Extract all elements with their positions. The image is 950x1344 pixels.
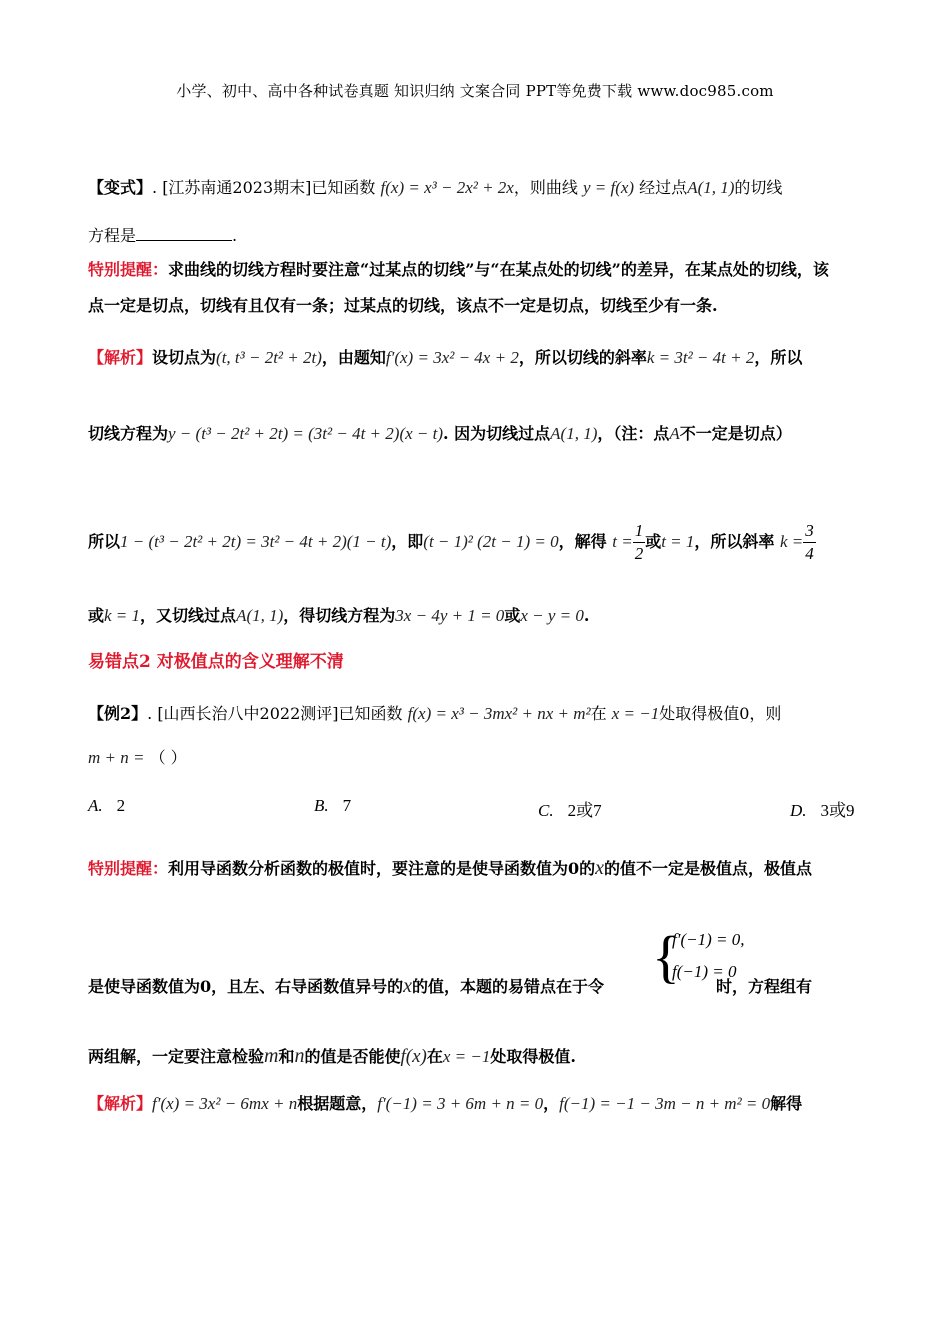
option-a[interactable]: [88, 796, 125, 816]
option-label: D.: [790, 801, 807, 820]
tip-label: 特别提醒：: [88, 859, 169, 878]
sol1-math: 3x − 4y + 1 = 0: [395, 606, 505, 625]
sol1-math: A(1, 1): [550, 424, 598, 443]
sol1-math: k = 3t² − 4t + 2: [646, 348, 755, 367]
sol1-math: x − y = 0: [520, 606, 584, 625]
option-label: C.: [538, 801, 554, 820]
sol2-math: f(−1) = −1 − 3m − n + m² = 0: [559, 1094, 771, 1113]
page-header: 小学、初中、高中各种试卷真题 知识归纳 文案合同 PPT等免费下载 www.doc985.com: [176, 82, 774, 100]
sol1-text: 切线方程为: [88, 424, 169, 443]
tip2-math: x: [595, 857, 605, 879]
sol1-text: ，所以: [754, 348, 803, 367]
example-question: m + n =: [88, 748, 145, 767]
fraction-one-half: [633, 520, 646, 565]
option-label: B.: [314, 796, 329, 815]
sol1-math: t = 1: [661, 532, 695, 551]
sol2-math: f′(x) = 3x² − 6mx + n: [152, 1094, 298, 1113]
tip2-line-1: [88, 858, 868, 879]
variant-text: 方程是: [88, 226, 137, 245]
example-source: . [山西长治八中2022测评]: [147, 704, 339, 723]
example-text: 在: [590, 704, 607, 723]
tip2-text: 时，方程组有: [716, 977, 813, 996]
variant-function: f(x) = x³ − 2x² + 2x: [380, 178, 514, 197]
sol1-math: 1 − (t³ − 2t² + 2t) = 3t² − 4t + 2)(1 − t): [120, 532, 392, 551]
fraction-denominator: 2: [634, 544, 644, 563]
sol1-math: t =: [612, 532, 633, 551]
sol1-text: 或: [88, 606, 105, 625]
system-row-1: f′(−1) = 0,: [672, 930, 745, 949]
variant-curve: y = f(x): [582, 178, 635, 197]
sol2-math: f′(−1) = 3 + 6m + n = 0: [377, 1094, 544, 1113]
option-label: A.: [88, 796, 103, 815]
option-b[interactable]: [314, 796, 351, 816]
sol1-text: ，所以切线的斜率: [518, 348, 647, 367]
sol1-math: (t, t³ − 2t² + 2t): [216, 348, 322, 367]
tip2-line-3: [88, 1046, 868, 1067]
solution1-line-3: [88, 520, 868, 565]
example-function: f(x) = x³ − 3mx² + nx + m²: [407, 704, 591, 723]
tip2-text: 是使导函数值为0，且左、右导函数值异号的: [88, 977, 404, 996]
example-text: 已知函数: [338, 704, 403, 723]
sol1-math: k =: [780, 532, 804, 551]
tip1-text: 求曲线的切线方程时要注意“过某点的切线”与“在某点处的切线”的差异，在某点处的切线，该: [168, 260, 829, 279]
variant-source: . [江苏南通2023期末]: [152, 178, 312, 197]
answer-blank: [136, 226, 232, 241]
sol1-text: 设切点为: [152, 348, 217, 367]
example-text: 处取得极值0，则: [659, 704, 782, 723]
tip2-math: x = −1: [442, 1047, 491, 1066]
tip2-math: m: [264, 1045, 279, 1067]
section-heading: 易错点2 对极值点的含义理解不清: [88, 652, 344, 672]
sol1-text: ，所以斜率: [694, 532, 775, 551]
sol1-text: ，解得: [558, 532, 607, 551]
system-row-2: f(−1) = 0: [672, 962, 737, 981]
sol1-text: ，得切线方程为: [283, 606, 396, 625]
variant-point: A(1, 1): [687, 178, 735, 197]
variant-tag: 【变式】: [88, 178, 153, 197]
sol1-math: k = 1: [104, 606, 141, 625]
sol1-text: ，又切线过点: [140, 606, 237, 625]
option-d[interactable]: [790, 796, 855, 821]
tip2-text: 的值是否能使: [304, 1047, 401, 1066]
sol1-text: . 因为切线过点: [443, 424, 551, 443]
sol2-text: 解得: [770, 1094, 803, 1113]
sol1-text: ，（注：点: [597, 424, 670, 443]
sol1-math: A: [669, 424, 680, 443]
example-tag: 【例2】: [88, 704, 148, 723]
example-condition: x = −1: [611, 704, 660, 723]
sol1-math: f′(x) = 3x² − 4x + 2: [385, 348, 519, 367]
sol1-text: ，即: [391, 532, 424, 551]
fraction-three-quarters: [803, 520, 816, 565]
variant-text: 经过点: [639, 178, 688, 197]
sol2-text: 根据题意，: [297, 1094, 378, 1113]
tip2-math: n: [294, 1045, 305, 1067]
solution1-line-2: [88, 424, 868, 444]
solution1-line-4: [88, 606, 868, 626]
example2-line-2: [88, 748, 868, 768]
option-value: 2: [116, 796, 126, 815]
tip1-line-2: [88, 296, 868, 316]
example2-line-1: [88, 704, 868, 724]
option-value: 7: [342, 796, 352, 815]
sol1-math: y − (t³ − 2t² + 2t) = (3t² − 4t + 2)(x − t): [168, 424, 444, 443]
sol1-text: 不一定是切点）: [679, 424, 792, 443]
solution1-line-1: [88, 348, 868, 368]
tip2-math: f(x): [400, 1046, 427, 1067]
tip2-text: 两组解，一定要注意检验: [88, 1047, 265, 1066]
variant-text: .: [232, 226, 238, 245]
variant-text: ，则曲线: [513, 178, 578, 197]
option-value: 3或9: [820, 801, 855, 820]
variant-text: 的切线: [734, 178, 783, 197]
tip2-math: x: [403, 975, 413, 997]
option-value: 2或7: [567, 801, 602, 820]
fraction-numerator: 1: [633, 520, 646, 543]
sol1-text: .: [583, 606, 590, 625]
answer-parentheses: （ ）: [149, 748, 187, 767]
tip2-text: 的值，本题的易错点在于令: [412, 977, 605, 996]
tip2-text: 在: [426, 1047, 443, 1066]
variant-line-2: [88, 226, 868, 246]
tip2-line-2: [88, 976, 868, 997]
sol1-text: 或: [645, 532, 662, 551]
solution-label: 【解析】: [88, 348, 153, 367]
tip-label: 特别提醒：: [88, 260, 169, 279]
tip2-text: 处取得极值.: [490, 1047, 576, 1066]
variant-line-1: [88, 178, 868, 198]
tip2-text: 的值不一定是极值点，极值点: [604, 859, 813, 878]
sol1-text: 所以: [88, 532, 121, 551]
sol1-math: (t − 1)² (2t − 1) = 0: [423, 532, 559, 551]
solution2-line-1: [88, 1094, 868, 1114]
solution-label: 【解析】: [88, 1094, 153, 1113]
sol1-math: A(1, 1): [236, 606, 284, 625]
sol1-text: 或: [504, 606, 521, 625]
tip2-text: 利用导函数分析函数的极值时，要注意的是使导函数值为0的: [168, 859, 596, 878]
fraction-denominator: 4: [805, 544, 814, 563]
tip1-text: 点一定是切点，切线有且仅有一条；过某点的切线，该点不一定是切点，切线至少有一条.: [88, 296, 718, 315]
variant-text: 已知函数: [311, 178, 376, 197]
sol2-text: ，: [543, 1094, 560, 1113]
sol1-text: ，由题知: [321, 348, 386, 367]
option-c[interactable]: [538, 796, 602, 821]
left-brace: {: [652, 924, 680, 989]
tip2-text: 和: [278, 1047, 295, 1066]
fraction-numerator: 3: [803, 520, 816, 543]
tip1-line-1: [88, 260, 868, 280]
